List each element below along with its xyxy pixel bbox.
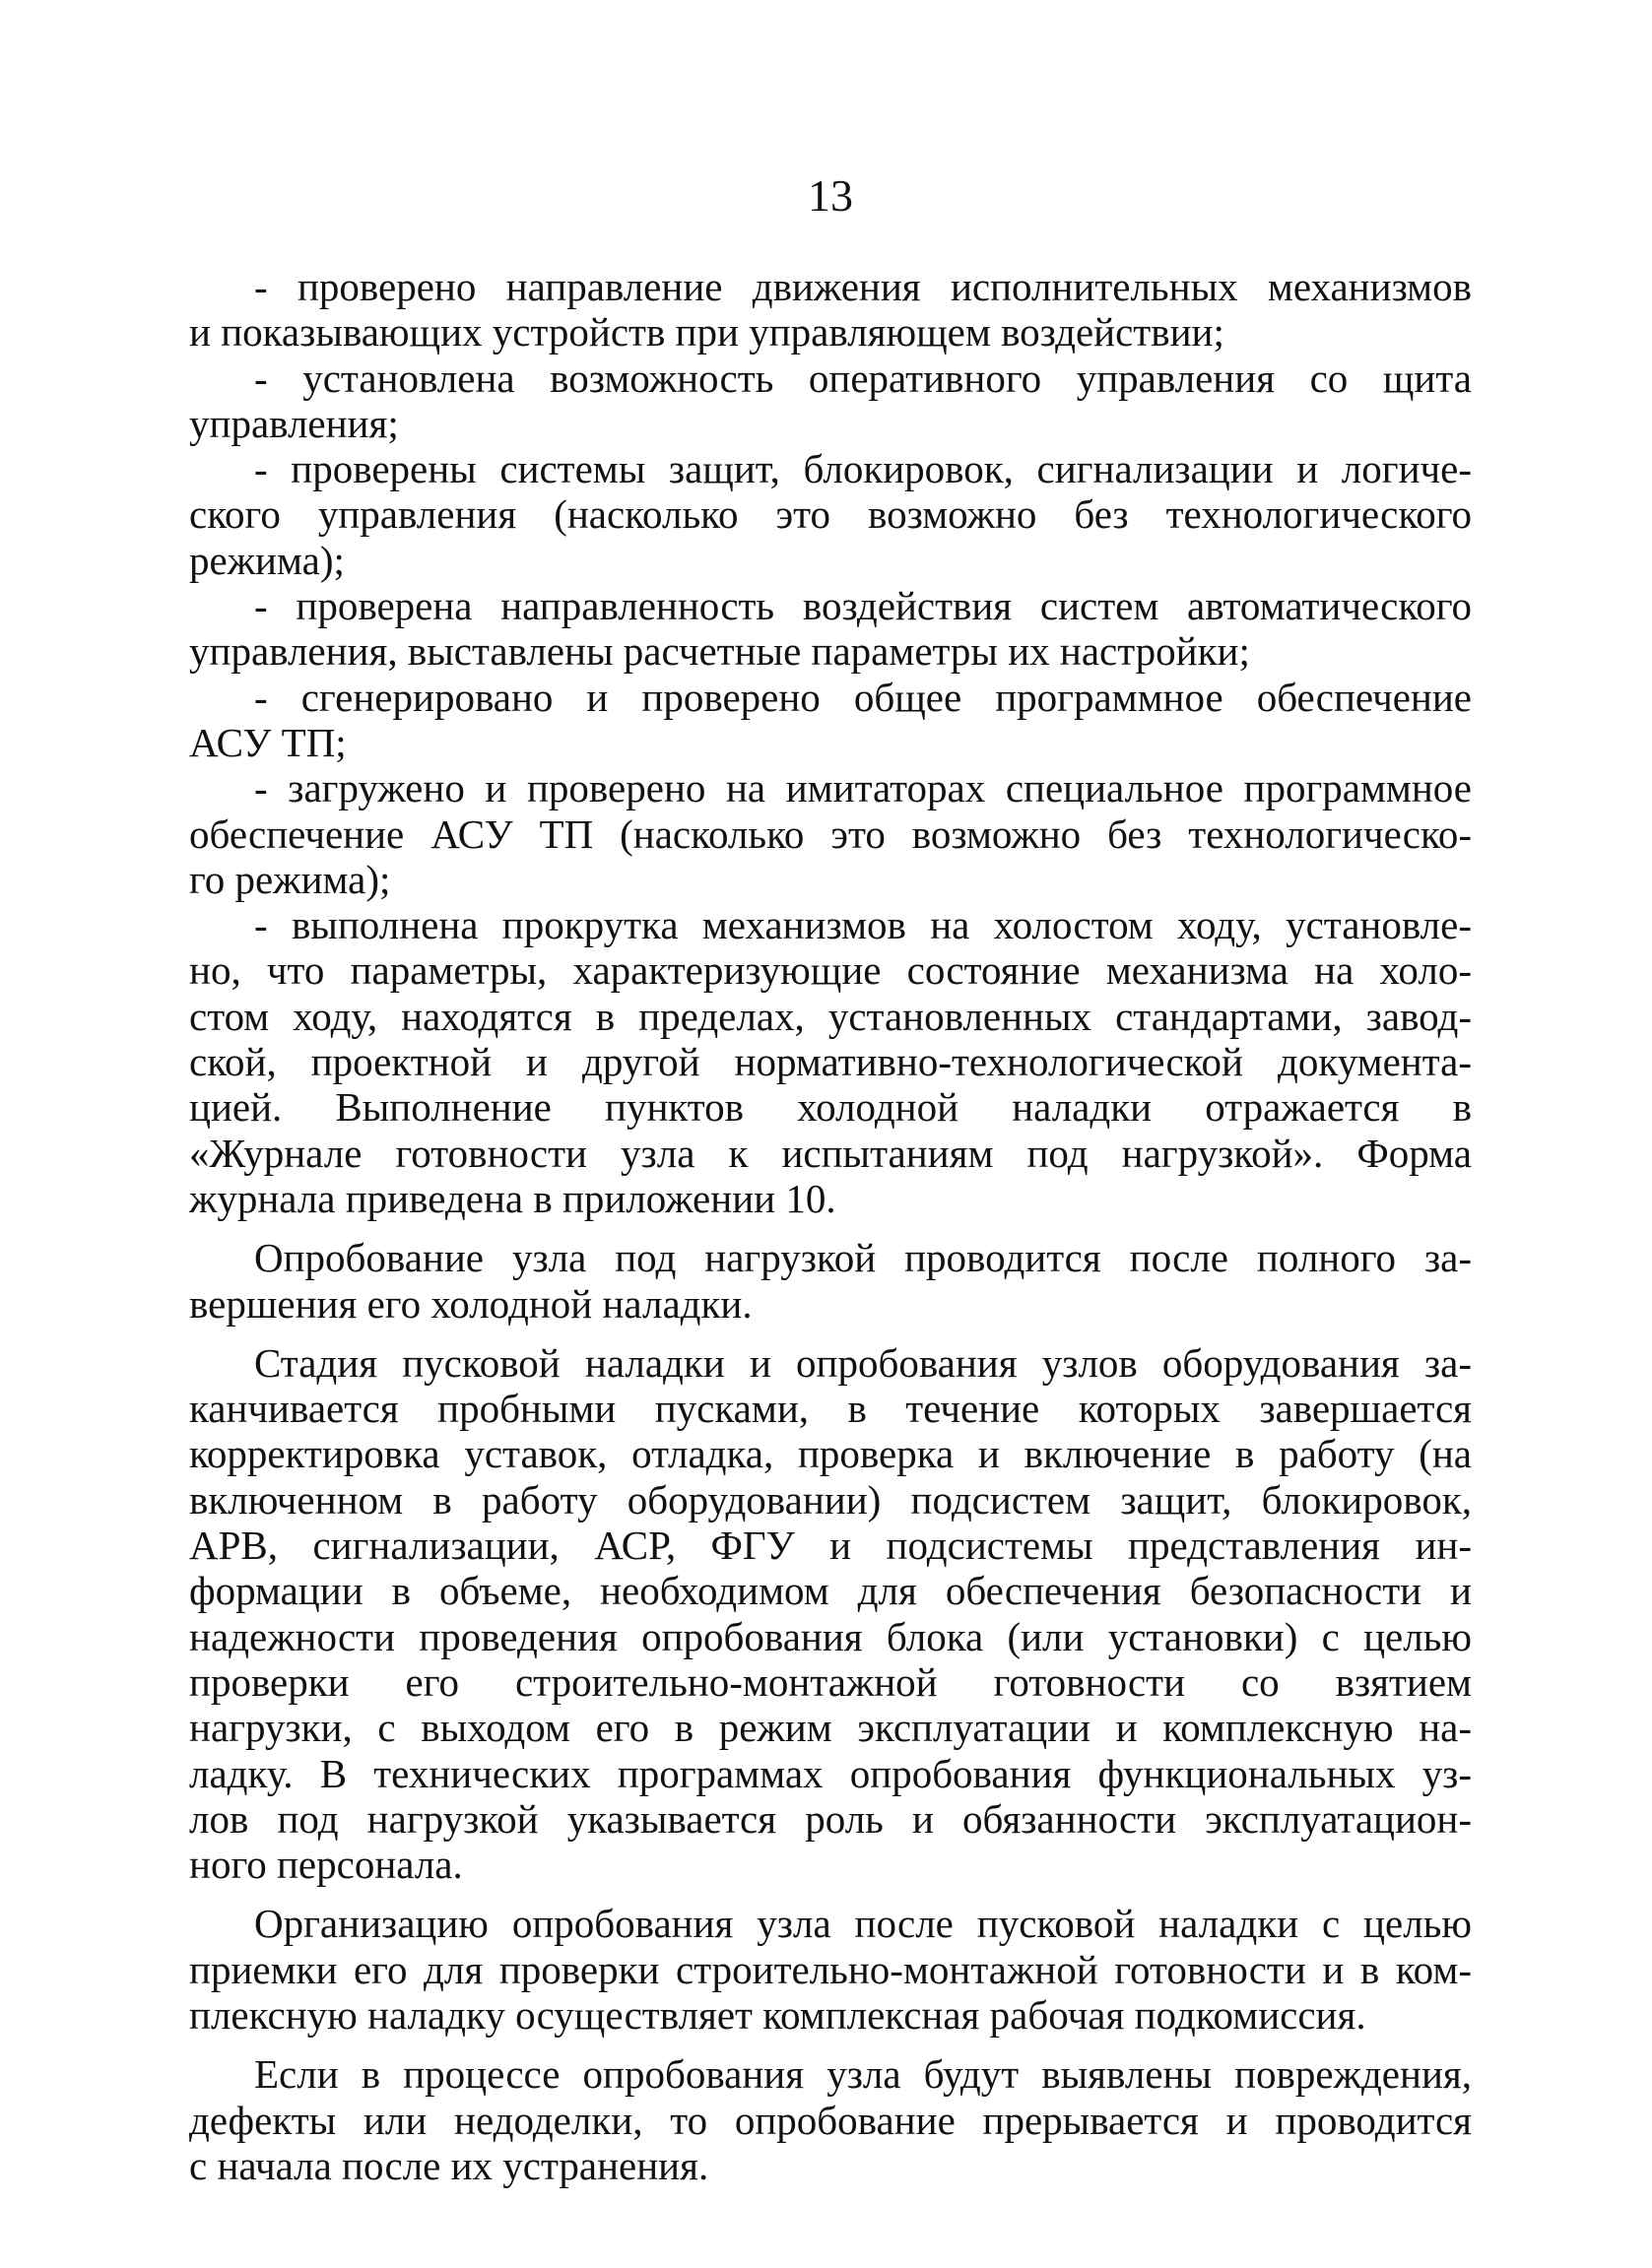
- text-line: вершения его холодной наладки.: [189, 1280, 753, 1327]
- text-body: [189, 264, 1472, 2188]
- checklist-item-6: [189, 765, 1472, 902]
- spacer: [189, 1221, 1472, 1235]
- text-line: ного персонала.: [189, 1842, 463, 1888]
- text-line: журнала приведена в приложении 10.: [189, 1175, 836, 1221]
- text-line: лов под нагрузкой указывается роль и обязанности эксплуатацион-: [189, 1795, 1472, 1842]
- text-line: Если в процессе опробования узла будут выявлены повреждения,: [254, 2051, 1472, 2098]
- text-line: - проверено направление движения исполнительных механизмов: [254, 264, 1472, 309]
- text-line: дефекты или недоделки, то опробование прерывается и проводится: [189, 2097, 1472, 2143]
- text-line: АСУ ТП;: [189, 719, 347, 765]
- text-line: и показывающих устройств при управляющем воздействии;: [189, 309, 1224, 356]
- text-line: Организацию опробования узла после пусковой наладки с целью: [254, 1901, 1472, 1947]
- text-line: режима);: [189, 537, 345, 583]
- checklist-item-1: [189, 264, 1472, 356]
- text-line: - проверены системы защит, блокировок, сигнализации и логиче-: [254, 446, 1472, 492]
- page-number: 13: [808, 170, 853, 221]
- checklist-item-3: [189, 446, 1472, 583]
- text-line: ской, проектной и другой нормативно-технологической документа-: [189, 1039, 1472, 1085]
- paragraph-4: [189, 2051, 1472, 2188]
- checklist: [189, 264, 1472, 1221]
- paragraph-1: [189, 1235, 1472, 1327]
- text-line: плексную наладку осуществляет комплексная рабочая подкомиссия.: [189, 1991, 1366, 2038]
- text-line: нагрузки, с выходом его в режим эксплуатации и комплексную на-: [189, 1705, 1472, 1751]
- text-line: обеспечение АСУ ТП (насколько это возможно без технологическо-: [189, 810, 1472, 857]
- spacer: [189, 1327, 1472, 1340]
- text-line: с начала после их устранения.: [189, 2142, 709, 2188]
- document-page: [189, 0, 1472, 2268]
- text-line: включенном в работу оборудовании) подсистем защит, блокировок,: [189, 1476, 1472, 1523]
- text-line: корректировка уставок, отладка, проверка и включение в работу (на: [189, 1431, 1472, 1477]
- text-line: Стадия пусковой наладки и опробования узлов оборудования за-: [254, 1339, 1472, 1386]
- paragraph-3: [189, 1901, 1472, 2038]
- text-line: управления, выставлены расчетные параметры их настройки;: [189, 628, 1250, 675]
- text-line: - выполнена прокрутка механизмов на холостом ходу, установле-: [254, 902, 1472, 948]
- text-line: но, что параметры, характеризующие состояние механизма на холо-: [189, 947, 1472, 994]
- spacer: [189, 2038, 1472, 2051]
- text-line: проверки его строительно-монтажной готовности со взятием: [189, 1658, 1472, 1705]
- text-line: «Журнале готовности узла к испытаниям под нагрузкой». Форма: [189, 1130, 1472, 1176]
- text-line: - загружено и проверено на имитаторах специальное программное: [254, 765, 1472, 811]
- text-line: цией. Выполнение пунктов холодной наладки отражается в: [189, 1084, 1472, 1131]
- text-line: - проверена направленность воздействия систем автоматического: [254, 583, 1472, 629]
- text-line: - сгенерировано и проверено общее программное обеспечение: [254, 674, 1472, 720]
- text-line: Опробование узла под нагрузкой проводится после полного за-: [254, 1235, 1472, 1281]
- checklist-item-2: [189, 356, 1472, 447]
- text-line: ладку. В технических программах опробования функциональных уз-: [189, 1750, 1472, 1796]
- paragraph-2: [189, 1340, 1472, 1888]
- text-line: управления;: [189, 400, 399, 446]
- text-line: приемки его для проверки строительно-монтажной готовности и в ком-: [189, 1946, 1472, 1992]
- text-line: канчивается пробными пусками, в течение которых завершается: [189, 1386, 1472, 1432]
- text-line: го режима);: [189, 856, 391, 902]
- checklist-item-4: [189, 583, 1472, 675]
- spacer: [189, 1887, 1472, 1901]
- checklist-item-7: [189, 902, 1472, 1221]
- checklist-item-5: [189, 675, 1472, 766]
- text-line: АРВ, сигнализации, АСР, ФГУ и подсистемы представления ин-: [189, 1523, 1472, 1569]
- text-line: ского управления (насколько это возможно без технологического: [189, 491, 1472, 538]
- text-line: - установлена возможность оперативного управления со щита: [254, 355, 1472, 401]
- text-line: стом ходу, находятся в пределах, установленных стандартами, завод-: [189, 993, 1472, 1039]
- text-line: надежности проведения опробования блока (или установки) с целью: [189, 1613, 1472, 1659]
- text-line: формации в объеме, необходимом для обеспечения безопасности и: [189, 1568, 1472, 1614]
